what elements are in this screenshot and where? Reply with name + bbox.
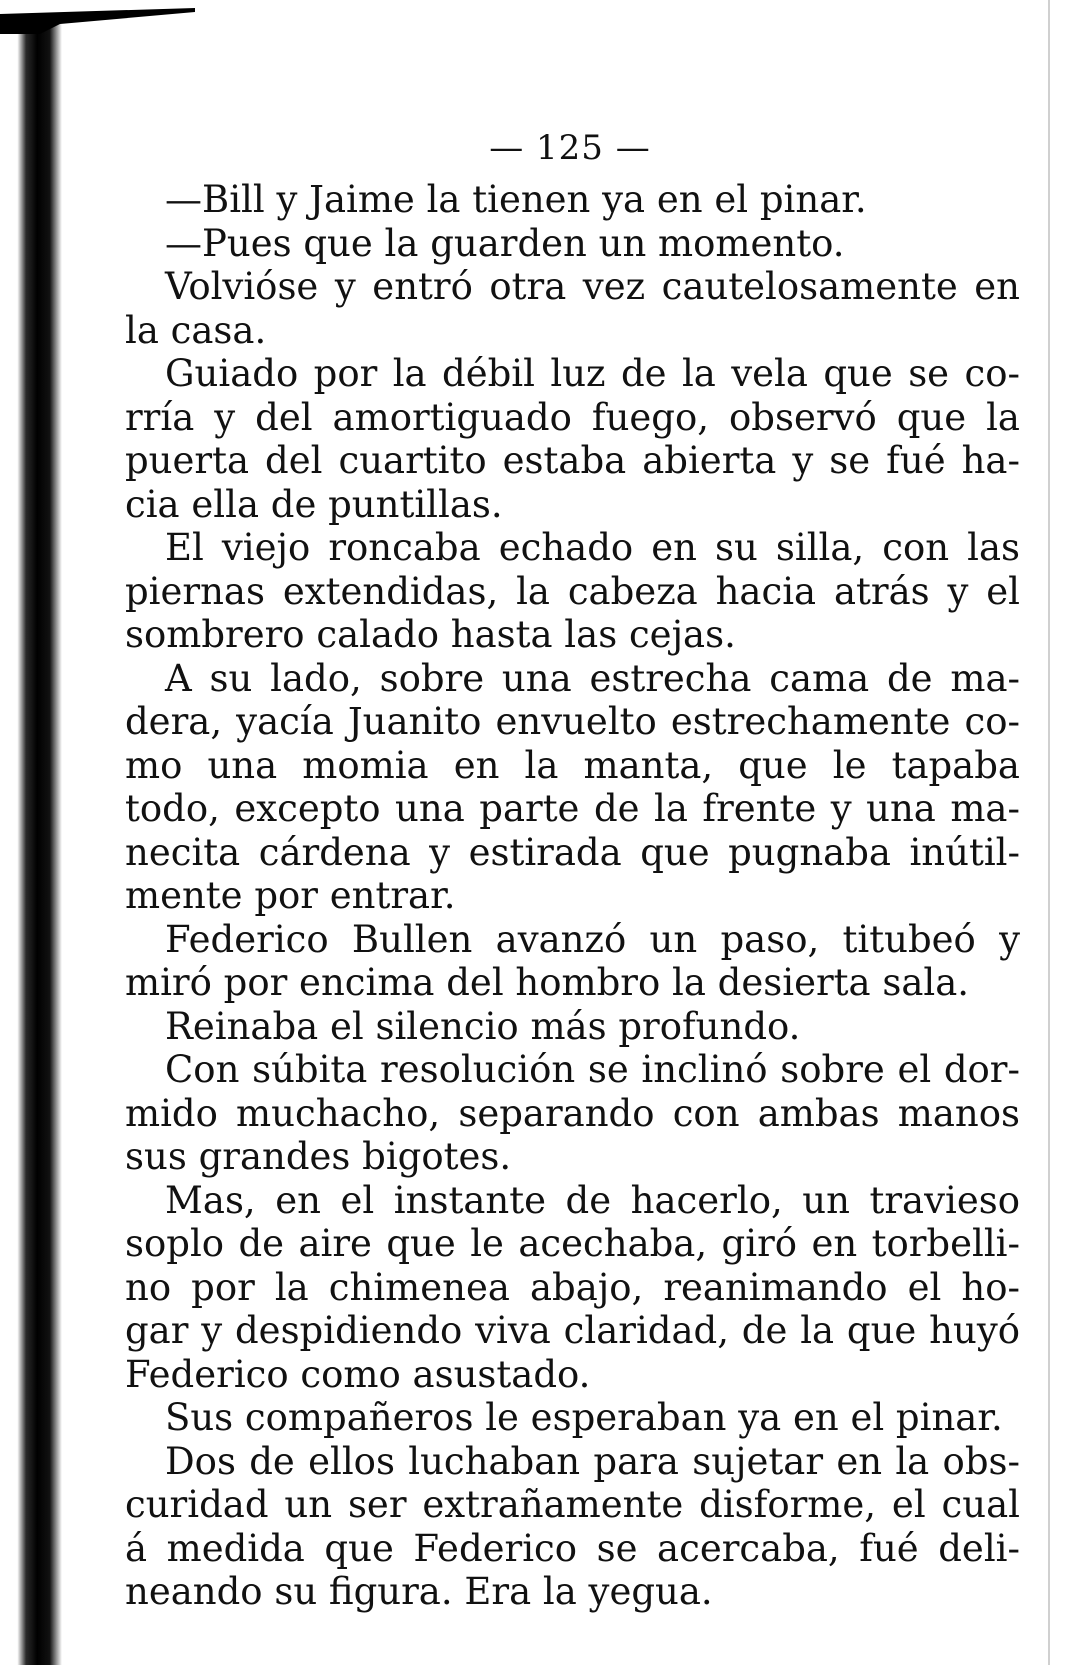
text-line: El viejo roncaba echado en su silla, con las xyxy=(165,526,1020,569)
text-line: piernas extendidas, la cabeza hacia atrás y el xyxy=(125,569,1020,613)
text-line: sombrero calado hasta las cejas. xyxy=(125,613,736,656)
text-line: Volvióse y entró otra vez cautelosamente en xyxy=(165,265,1020,308)
text-line: Federico Bullen avanzó un paso, titubeó y xyxy=(165,917,1020,961)
text-line: A su lado, sobre una estrecha cama de ma- xyxy=(165,656,1020,700)
text-line: curidad un ser extrañamente disforme, el cual xyxy=(125,1483,1020,1526)
text-line: Guiado por la débil luz de la vela que se co- xyxy=(165,352,1020,395)
text-line: rría y del amortiguado fuego, observó que la xyxy=(125,395,1020,439)
page-number: — 125 — xyxy=(489,128,651,168)
text-line: mente por entrar. xyxy=(125,874,456,917)
text-line: —Bill y Jaime la tienen ya en el pinar. xyxy=(165,178,867,221)
text-line: Federico como asustado. xyxy=(125,1352,591,1396)
binding-edge-top xyxy=(0,0,195,34)
text-line: puerta del cuartito estaba abierta y se fué ha- xyxy=(125,439,1020,482)
text-line: —Pues que la guarden un momento. xyxy=(165,221,845,265)
text-line: cia ella de puntillas. xyxy=(125,482,503,526)
text-line: Dos de ellos luchaban para sujetar en la obs- xyxy=(165,1439,1020,1483)
text-line: Con súbita resolución se inclinó sobre el dor- xyxy=(165,1048,1020,1091)
text-line: sus grandes bigotes. xyxy=(125,1135,512,1178)
page-edge xyxy=(1048,0,1050,1665)
text-line: neando su figura. Era la yegua. xyxy=(125,1570,713,1613)
text-line: no por la chimenea abajo, reanimando el ho- xyxy=(125,1265,1020,1309)
text-line: la casa. xyxy=(125,308,267,352)
body-text xyxy=(125,178,1020,1614)
text-line: necita cárdena y estirada que pugnaba inútil- xyxy=(125,830,1020,874)
text-line: miró por encima del hombro la desierta sala. xyxy=(125,961,970,1004)
text-line: mido muchacho, separando con ambas manos xyxy=(125,1091,1020,1135)
text-line: soplo de aire que le acechaba, giró en torbelli- xyxy=(125,1222,1020,1265)
text-line: Mas, en el instante de hacerlo, un travieso xyxy=(165,1178,1020,1222)
text-line: gar y despidiendo viva claridad, de la que huyó xyxy=(125,1309,1020,1352)
binding-edge xyxy=(0,14,62,1665)
text-line: todo, excepto una parte de la frente y una ma- xyxy=(125,787,1020,830)
text-line: á medida que Federico se acercaba, fué deli- xyxy=(125,1526,1020,1570)
text-line: Reinaba el silencio más profundo. xyxy=(165,1004,801,1048)
text-line: dera, yacía Juanito envuelto estrechamente co- xyxy=(125,700,1020,743)
text-line: mo una momia en la manta, que le tapaba xyxy=(125,743,1020,787)
text-line: Sus compañeros le esperaban ya en el pinar. xyxy=(165,1396,1003,1439)
